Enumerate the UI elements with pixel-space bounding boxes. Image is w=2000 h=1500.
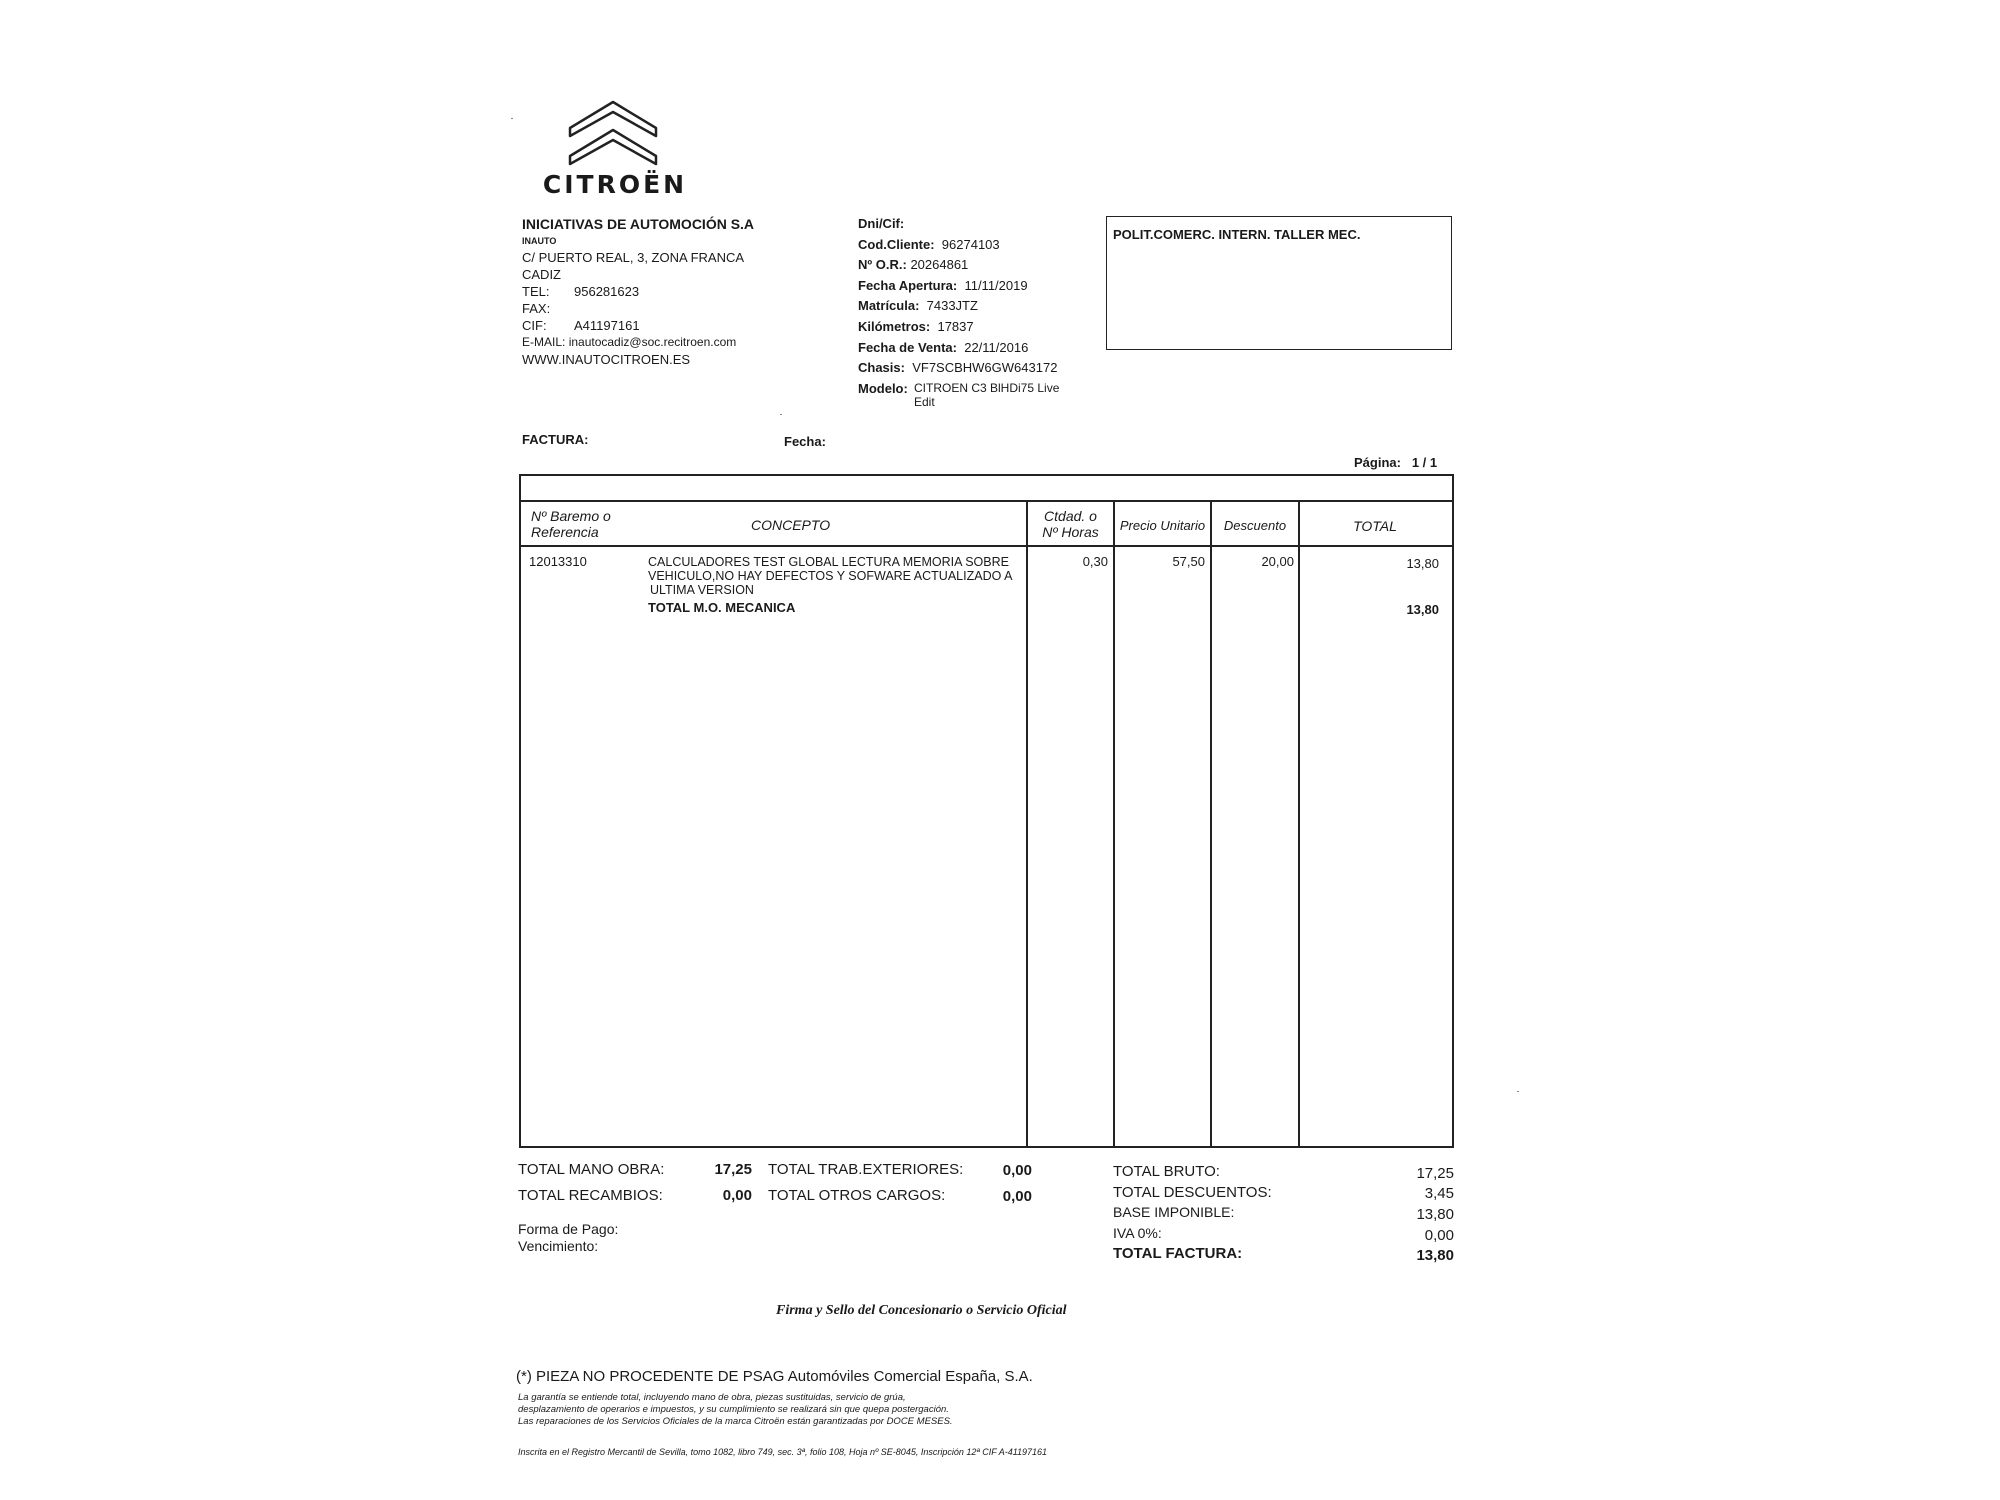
citroen-chevrons-logo (566, 90, 660, 170)
mano-obra-value: 17,25 (714, 1161, 752, 1178)
col-divider-descuento (1210, 500, 1212, 1146)
company-short-name: INAUTO (522, 236, 557, 246)
company-address: C/ PUERTO REAL, 3, ZONA FRANCA (522, 250, 745, 265)
table-top-divider (521, 500, 1452, 502)
table-header-divider (521, 545, 1452, 547)
firma-sello-caption: Firma y Sello del Concesionario o Servicio Oficial (776, 1303, 1067, 1318)
factura-label: FACTURA: (522, 432, 589, 447)
tel-value: 956281623 (574, 284, 640, 299)
scan-speck (511, 118, 513, 119)
cliente-row (858, 237, 1000, 252)
company-tel (522, 284, 639, 299)
header-referencia: Nº Baremo o Referencia (531, 508, 611, 540)
dni-row (858, 216, 904, 231)
or-row (858, 257, 968, 272)
chasis-value: VF7SCBHW6GW643172 (912, 360, 1058, 375)
header-precio: Precio Unitario (1119, 518, 1206, 533)
tel-label: TEL: (522, 284, 550, 299)
subtotal-label: TOTAL M.O. MECANICA (648, 600, 796, 615)
total-factura-value: 13,80 (1416, 1247, 1454, 1264)
col-divider-precio (1113, 500, 1115, 1146)
descuentos-value: 3,45 (1424, 1185, 1454, 1202)
descuentos-label: TOTAL DESCUENTOS: (1113, 1184, 1272, 1201)
scan-speck (780, 414, 782, 415)
subtotal-value: 13,80 (1406, 602, 1439, 617)
row-referencia: 12013310 (529, 554, 587, 569)
row-total: 13,80 (1406, 556, 1439, 571)
company-city: CADIZ (522, 267, 561, 282)
company-fax (522, 301, 574, 316)
apertura-label: Fecha Apertura: (858, 278, 958, 293)
or-label: Nº O.R.: (858, 257, 907, 272)
venta-row (858, 340, 1028, 355)
policy-box (1106, 216, 1452, 350)
modelo-line-1: CITROEN C3 BlHDi75 Live (914, 381, 1060, 395)
total-factura-label: TOTAL FACTURA: (1113, 1245, 1243, 1262)
scan-speck (1517, 1091, 1519, 1092)
forma-pago-label: Forma de Pago: (518, 1221, 619, 1237)
row-concepto: CALCULADORES TEST GLOBAL LECTURA MEMORIA SOBRE VEHICULO,NO HAY DEFECTOS Y SOFWARE ACTUALIZADO A ULTIMA VERSION (648, 555, 1013, 597)
dni-label: Dni/Cif: (858, 216, 905, 231)
recambios-label: TOTAL RECAMBIOS: (518, 1187, 663, 1204)
pieza-note: (*) PIEZA NO PROCEDENTE DE PSAG Automóviles Comercial España, S.A. (516, 1368, 1033, 1385)
recambios-value: 0,00 (722, 1187, 752, 1204)
fecha-label: Fecha: (784, 434, 826, 449)
or-value: 20264861 (910, 257, 969, 272)
pagina-indicator (1354, 455, 1437, 470)
venta-label: Fecha de Venta: (858, 340, 957, 355)
venta-value: 22/11/2016 (964, 340, 1029, 355)
vencimiento-label: Vencimiento: (518, 1238, 599, 1254)
header-concepto: CONCEPTO (751, 517, 831, 533)
otros-value: 0,00 (1002, 1188, 1032, 1205)
row-cantidad: 0,30 (1082, 554, 1108, 569)
company-email (522, 335, 736, 349)
cif-label: CIF: (522, 318, 547, 333)
company-name: INICIATIVAS DE AUTOMOCIÓN S.A (522, 216, 755, 232)
trab-ext-label: TOTAL TRAB.EXTERIORES: (768, 1161, 964, 1178)
brand-wordmark: CITROËN (542, 170, 688, 199)
header-cantidad: Ctdad. o Nº Horas (1042, 508, 1099, 540)
chasis-row (858, 360, 1057, 375)
cif-value: A41197161 (574, 318, 640, 333)
invoice-table (519, 474, 1454, 1148)
matricula-value: 7433JTZ (926, 298, 978, 313)
email-value: inautocadiz@soc.recitroen.com (568, 335, 737, 349)
pagina-value: 1 / 1 (1411, 455, 1438, 470)
bruto-label: TOTAL BRUTO: (1113, 1163, 1220, 1180)
apertura-value: 11/11/2019 (964, 278, 1028, 293)
chasis-label: Chasis: (858, 360, 905, 375)
apertura-row (858, 278, 1028, 293)
iva-value: 0,00 (1424, 1227, 1454, 1244)
policy-text: POLIT.COMERC. INTERN. TALLER MEC. (1113, 227, 1361, 242)
col-divider-cantidad (1026, 500, 1028, 1146)
email-label: E-MAIL: (522, 335, 566, 349)
header-descuento: Descuento (1223, 518, 1287, 533)
company-web: WWW.INAUTOCITROEN.ES (522, 352, 691, 367)
registro-mercantil: Inscrita en el Registro Mercantil de Sevilla, tomo 1082, libro 749, sec. 3ª, folio 108, Hoja nº SE-8045, Inscripción 12ª CIF A-41197161 (518, 1447, 1048, 1457)
matricula-row (858, 298, 978, 313)
matricula-label: Matrícula: (858, 298, 920, 313)
header-total: TOTAL (1353, 518, 1397, 534)
otros-label: TOTAL OTROS CARGOS: (768, 1187, 946, 1204)
cliente-value: 96274103 (941, 237, 1000, 252)
modelo-label: Modelo: (858, 381, 908, 396)
km-value: 17837 (937, 319, 974, 334)
km-label: Kilómetros: (858, 319, 931, 334)
row-descuento: 20,00 (1261, 554, 1294, 569)
km-row (858, 319, 974, 334)
trab-ext-value: 0,00 (1002, 1162, 1032, 1179)
bruto-value: 17,25 (1416, 1165, 1454, 1182)
modelo-line-2: Edit (914, 395, 935, 409)
cliente-label: Cod.Cliente: (858, 237, 935, 252)
garantia-text: La garantía se entiende total, incluyendo mano de obra, piezas sustituidas, servicio de grúa, desplazamiento de operarios e impuestos, y su cumplimiento se realizará sin que quepa postergación. Las reparaciones de los Servicios Oficiales de la marca Citroën están garantizadas por DOCE MESES. (518, 1392, 953, 1427)
mano-obra-label: TOTAL MANO OBRA: (518, 1161, 665, 1178)
pagina-label: Página: (1354, 455, 1401, 470)
base-value: 13,80 (1416, 1206, 1454, 1223)
row-precio: 57,50 (1172, 554, 1205, 569)
base-label: BASE IMPONIBLE: (1113, 1204, 1235, 1220)
fax-label: FAX: (522, 301, 551, 316)
modelo-value (914, 381, 1059, 409)
iva-label: IVA 0%: (1113, 1225, 1162, 1241)
company-cif (522, 318, 640, 333)
col-divider-total (1298, 500, 1300, 1146)
